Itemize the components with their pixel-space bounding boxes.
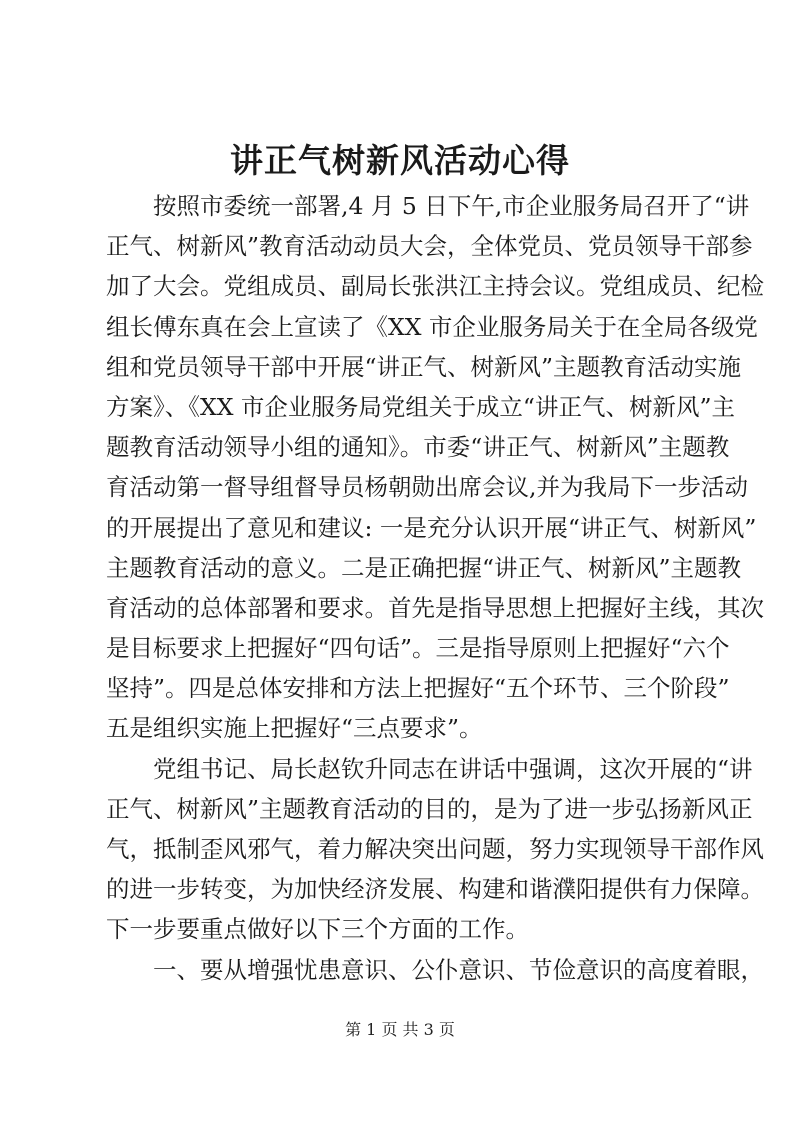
text-line: 组长傅东真在会上宣读了《XX 市企业服务局关于在全局各级党	[106, 312, 758, 341]
text-line: 方案》、《XX 市企业服务局党组关于成立“讲正气、树新风”主	[106, 392, 735, 421]
text-line: 组和党员领导干部中开展“讲正气、树新风”主题教育活动实施	[106, 352, 742, 381]
text-line: 党组书记、局长赵钦升同志在讲话中强调，这次开展的“讲	[153, 754, 753, 783]
text-line: 加了大会。党组成员、副局长张洪江主持会议。党组成员、纪检	[106, 272, 764, 301]
text-line: 下一步要重点做好以下三个方面的工作。	[106, 915, 529, 944]
text-line: 五是组织实施上把握好“三点要求”。	[106, 714, 483, 743]
page-footer: 第 1 页 共 3 页	[345, 1020, 455, 1039]
text-line: 坚持”。四是总体安排和方法上把握好“五个环节、三个阶段”	[106, 674, 730, 703]
text-line: 一、要从增强忧患意识、公仆意识、节俭意识的高度着眼，	[153, 955, 764, 984]
text-line: 主题教育活动的意义。二是正确把握“讲正气、树新风”主题教	[106, 553, 742, 582]
text-line: 正气、树新风”教育活动动员大会，全体党员、党员领导干部参	[106, 232, 753, 261]
text-line: 题教育活动领导小组的通知》。市委“讲正气、树新风”主题教	[106, 433, 730, 462]
text-line: 的进一步转变，为加快经济发展、构建和谐濮阳提供有力保障。	[106, 875, 764, 904]
text-line: 正气、树新风”主题教育活动的目的，是为了进一步弘扬新风正	[106, 794, 753, 823]
document-title: 讲正气树新风活动心得	[230, 141, 570, 180]
text-line: 按照市委统一部署,4 月 5 日下午,市企业服务局召开了“讲	[153, 192, 750, 220]
text-line: 气，抵制歪风邪气，着力解决突出问题，努力实现领导干部作风	[106, 835, 764, 863]
text-line: 是目标要求上把握好“四句话”。三是指导原则上把握好“六个	[106, 634, 730, 663]
text-line: 育活动的总体部署和要求。首先是指导思想上把握好主线，其次	[106, 593, 764, 622]
document-body	[106, 186, 764, 990]
text-line: 的开展提出了意见和建议: 一是充分认识开展“讲正气、树新风”	[106, 513, 757, 542]
text-line: 育活动第一督导组督导员杨朝勋出席会议,并为我局下一步活动	[106, 473, 748, 502]
